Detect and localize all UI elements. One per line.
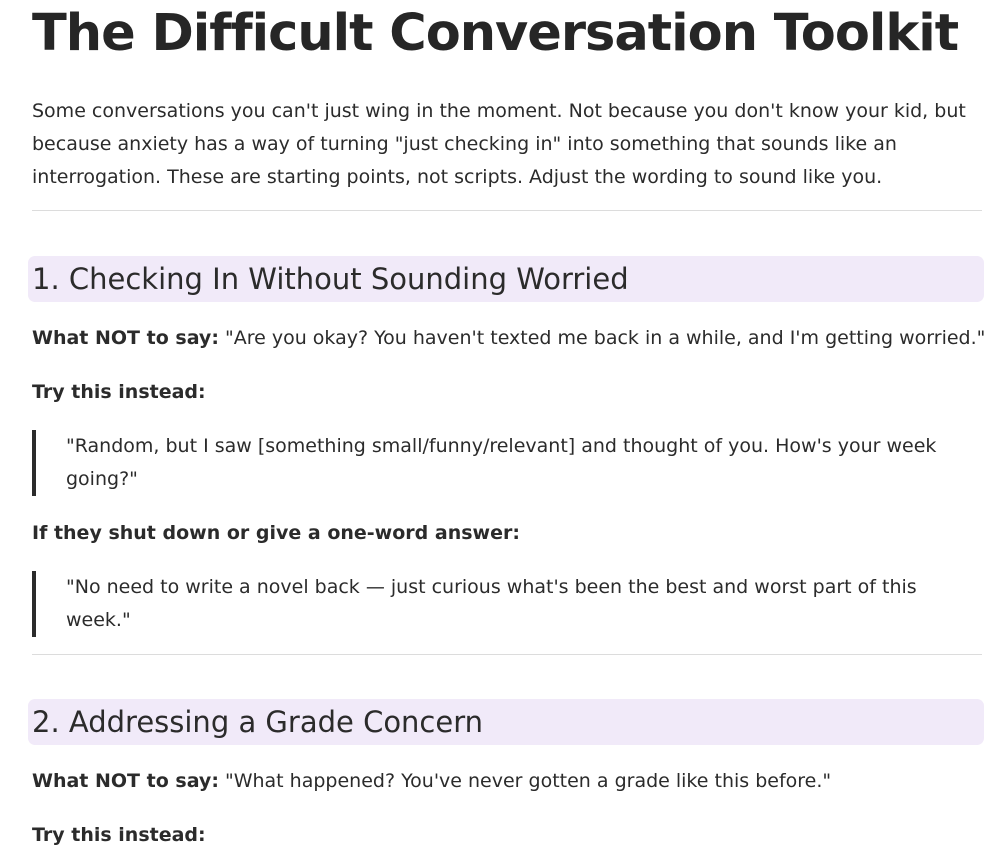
divider	[32, 210, 982, 211]
section-heading-1	[28, 256, 984, 302]
not-to-say-label: What NOT to say:	[32, 327, 219, 349]
section-2-not-to-say	[32, 766, 831, 796]
page-title: The Difficult Conversation Toolkit	[32, 4, 959, 63]
section-1-not-to-say	[32, 323, 985, 353]
section-1-title: 1. Checking In Without Sounding Worried	[32, 262, 629, 296]
section-1-try-quote: "Random, but I saw [something small/funny/relevant] and thought of you. How's your week going?"	[32, 430, 966, 496]
section-1-try-label: Try this instead:	[32, 381, 206, 403]
intro-paragraph: Some conversations you can't just wing in the moment. Not because you don't know your kid, but because anxiety has a way of turning "just checking in" into something that sounds like an interrogation. These are starting points, not scripts. Adjust the wording to sound like you.	[32, 100, 966, 188]
section-2-title: 2. Addressing a Grade Concern	[32, 705, 484, 739]
not-to-say-text: "What happened? You've never gotten a grade like this before."	[218, 770, 832, 792]
not-to-say-label: What NOT to say:	[32, 770, 219, 792]
section-heading-2	[28, 699, 984, 745]
divider	[32, 654, 982, 655]
section-1-followup-quote: "No need to write a novel back — just curious what's been the best and worst part of this week."	[32, 571, 966, 637]
not-to-say-text: "Are you okay? You haven't texted me back in a while, and I'm getting worried."	[218, 327, 986, 349]
section-2-try-label: Try this instead:	[32, 824, 206, 846]
section-1-followup-label: If they shut down or give a one-word answer:	[32, 522, 520, 544]
